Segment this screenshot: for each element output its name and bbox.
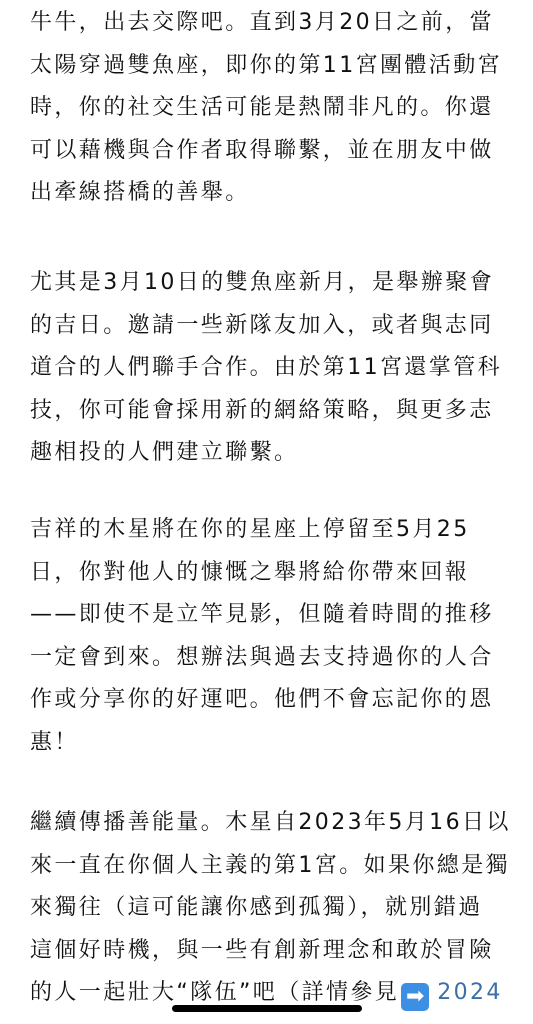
paragraph-positive-energy (30, 802, 511, 1015)
text-line: 太陽穿過雙魚座，即你的第11宮團體活動宮 (30, 52, 502, 78)
text-line: 趣相投的人們建立聯繫。 (30, 440, 299, 466)
text-line: 尤其是3月10日的雙魚座新月，是舉辦聚會 (30, 270, 494, 295)
text-line: 作或分享你的好運吧。他們不會忘記你的恩 (30, 687, 494, 713)
text-line: 繼續傳播善能量。木星自2023年5月16日以 (30, 810, 511, 835)
text-line: 日，你對他人的慷慨之舉將給你帶來回報 (30, 559, 470, 585)
paragraph-social-life (30, 2, 502, 215)
text-line: 牛牛，出去交際吧。直到3月20日之前，當 (30, 10, 494, 35)
text-line: 來一直在你個人主義的第1宮。如果你總是獨 (30, 852, 510, 878)
home-indicator-bar (172, 1005, 362, 1012)
text-line: 吉祥的木星將在你的星座上停留至5月25 (30, 517, 470, 542)
paragraph-jupiter (30, 509, 494, 765)
text-line: 惠！ (30, 729, 79, 755)
right-arrow-emoji-icon: ➡ (401, 983, 429, 1011)
text-line: ——即使不是立竿見影，但隨着時間的推移 (30, 602, 494, 628)
text-line: 來獨往（這可能讓你感到孤獨），就別錯過 (30, 895, 483, 921)
text-line: 出牽線搭橋的善舉。 (30, 180, 250, 206)
paragraph-new-moon (30, 262, 502, 475)
text-line: 這個好時機，與一些有創新理念和敢於冒險 (30, 937, 494, 963)
text-line: 時，你的社交生活可能是熱鬧非凡的。你還 (30, 95, 494, 121)
partially-visible-next-line (30, 1012, 508, 1024)
text-line: 道合的人們聯手合作。由於第11宮還掌管科 (30, 355, 502, 381)
text-segment: 的人一起壯大“隊伍”吧（詳情參見 (30, 980, 400, 1006)
text-line: 一定會到來。想辦法與過去支持過你的人合 (30, 644, 494, 670)
text-line: 的吉日。邀請一些新隊友加入，或者與志同 (30, 312, 494, 338)
text-line: 可以藉機與合作者取得聯繫，並在朋友中做 (30, 137, 494, 163)
text-line: 技，你可能會採用新的網絡策略，與更多志 (30, 397, 494, 423)
year-2024-link[interactable]: 2024 (437, 980, 503, 1006)
